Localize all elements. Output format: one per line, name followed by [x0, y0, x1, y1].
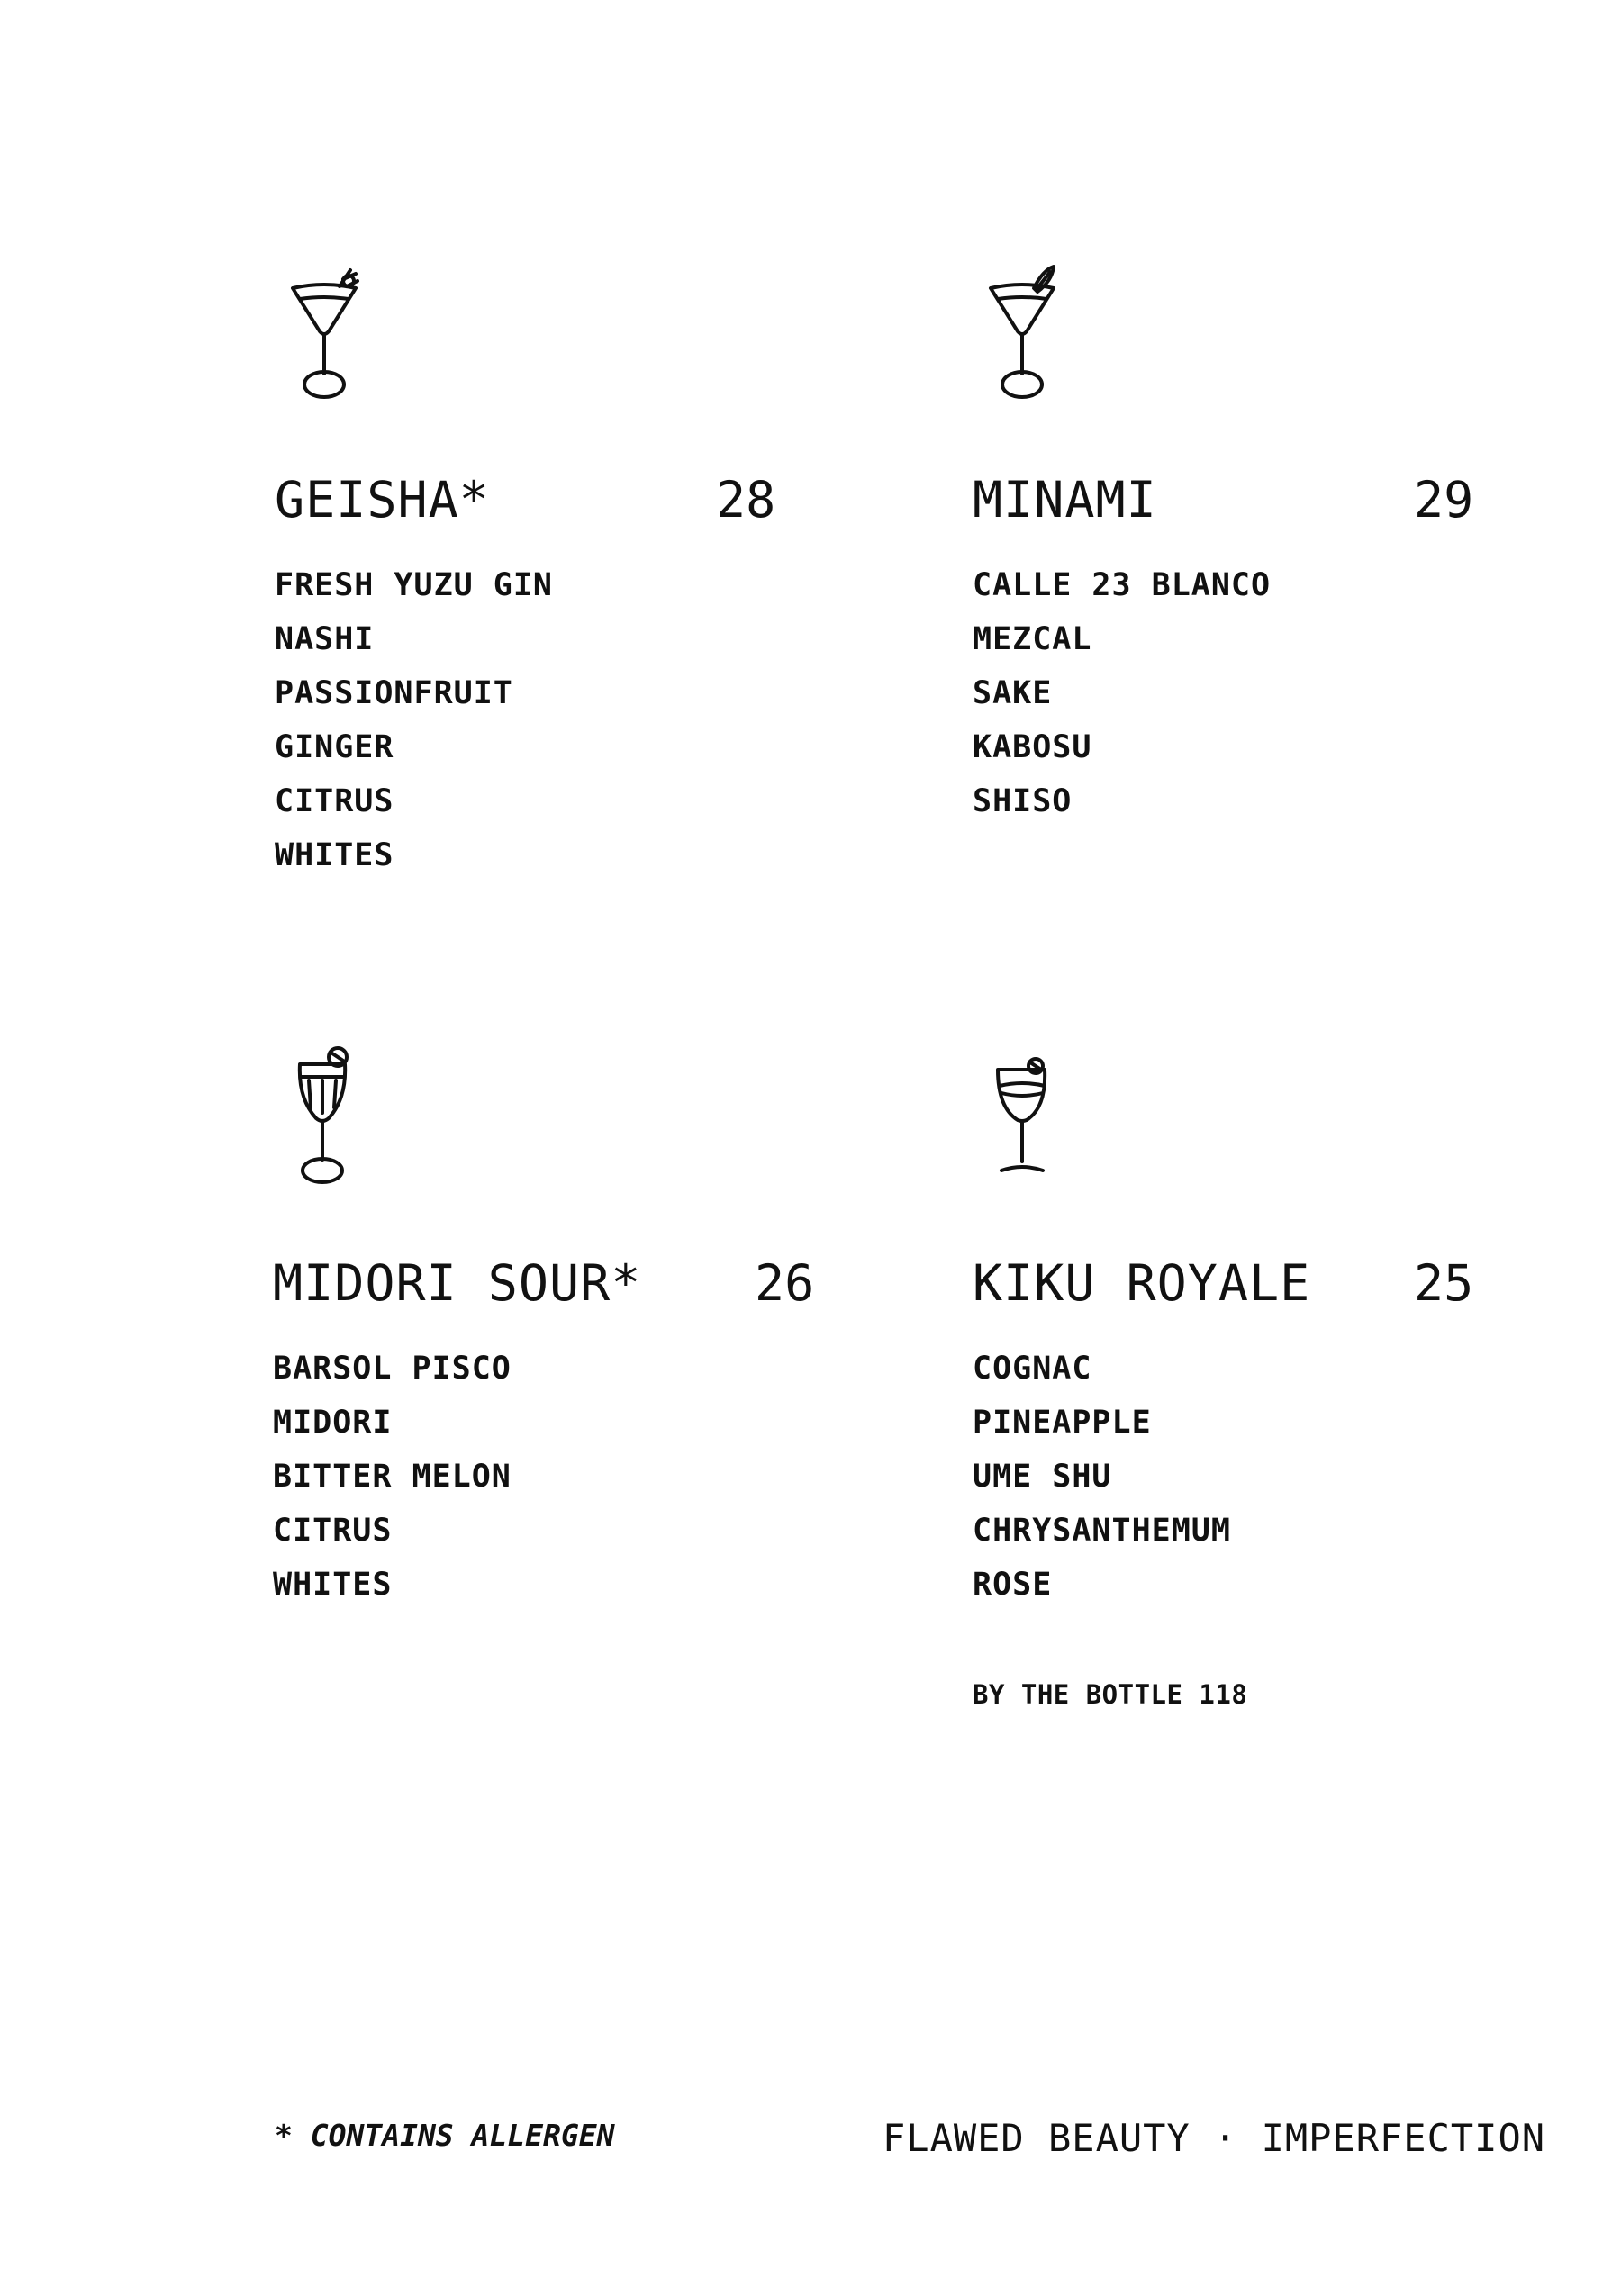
drink-midori-sour — [273, 1044, 831, 1612]
ingredient: BITTER MELON — [273, 1459, 512, 1495]
drink-price: 28 — [716, 471, 776, 529]
drink-title-row — [273, 1252, 831, 1324]
ingredient: WHITES — [275, 837, 394, 873]
ingredient: GINGER — [275, 729, 394, 765]
drink-price: 29 — [1414, 471, 1474, 529]
ingredient: MEZCAL — [973, 621, 1092, 657]
tulip-glass-icon — [282, 1044, 363, 1189]
allergen-note: * CONTAINS ALLERGEN — [275, 2118, 615, 2153]
drink-name: MINAMI — [973, 471, 1157, 529]
drink-title-row — [275, 468, 797, 540]
ingredient: SHISO — [973, 783, 1073, 819]
ingredient: MIDORI — [273, 1405, 393, 1441]
ingredient: ROSE — [973, 1567, 1053, 1603]
ingredient: FRESH YUZU GIN — [275, 567, 554, 603]
drink-kiku-royale — [973, 1044, 1495, 1612]
ingredient: CALLE 23 BLANCO — [973, 567, 1272, 603]
ingredient: CITRUS — [273, 1513, 393, 1549]
drink-title-row — [973, 1252, 1495, 1324]
coupe-glass-icon — [284, 261, 365, 405]
ingredient-list — [973, 1342, 1495, 1612]
drink-geisha — [275, 261, 797, 882]
ingredient: SAKE — [973, 675, 1053, 711]
coupe-glass-icon — [982, 261, 1063, 405]
drink-price: 26 — [755, 1254, 815, 1312]
drink-price: 25 — [1414, 1254, 1474, 1312]
tagline: FLAWED BEAUTY · IMPERFECTION — [883, 2116, 1546, 2160]
bottle-price-note: BY THE BOTTLE 118 — [973, 1679, 1248, 1710]
drink-title-row — [973, 468, 1495, 540]
ingredient-list — [273, 1342, 831, 1612]
ingredient: KABOSU — [973, 729, 1092, 765]
ingredient: PINEAPPLE — [973, 1405, 1152, 1441]
ingredient: PASSIONFRUIT — [275, 675, 513, 711]
wine-glass-icon — [982, 1044, 1063, 1189]
ingredient: BARSOL PISCO — [273, 1351, 512, 1387]
ingredient: CHRYSANTHEMUM — [973, 1513, 1231, 1549]
drink-name: GEISHA* — [275, 471, 490, 529]
drink-minami — [973, 261, 1495, 828]
ingredient: UME SHU — [973, 1459, 1112, 1495]
drink-name: KIKU ROYALE — [973, 1254, 1311, 1312]
drink-name: MIDORI SOUR* — [273, 1254, 642, 1312]
ingredient: COGNAC — [973, 1351, 1092, 1387]
ingredient: NASHI — [275, 621, 375, 657]
ingredient-list — [973, 558, 1495, 828]
ingredient: WHITES — [273, 1567, 393, 1603]
ingredient: CITRUS — [275, 783, 394, 819]
ingredient-list — [275, 558, 797, 882]
